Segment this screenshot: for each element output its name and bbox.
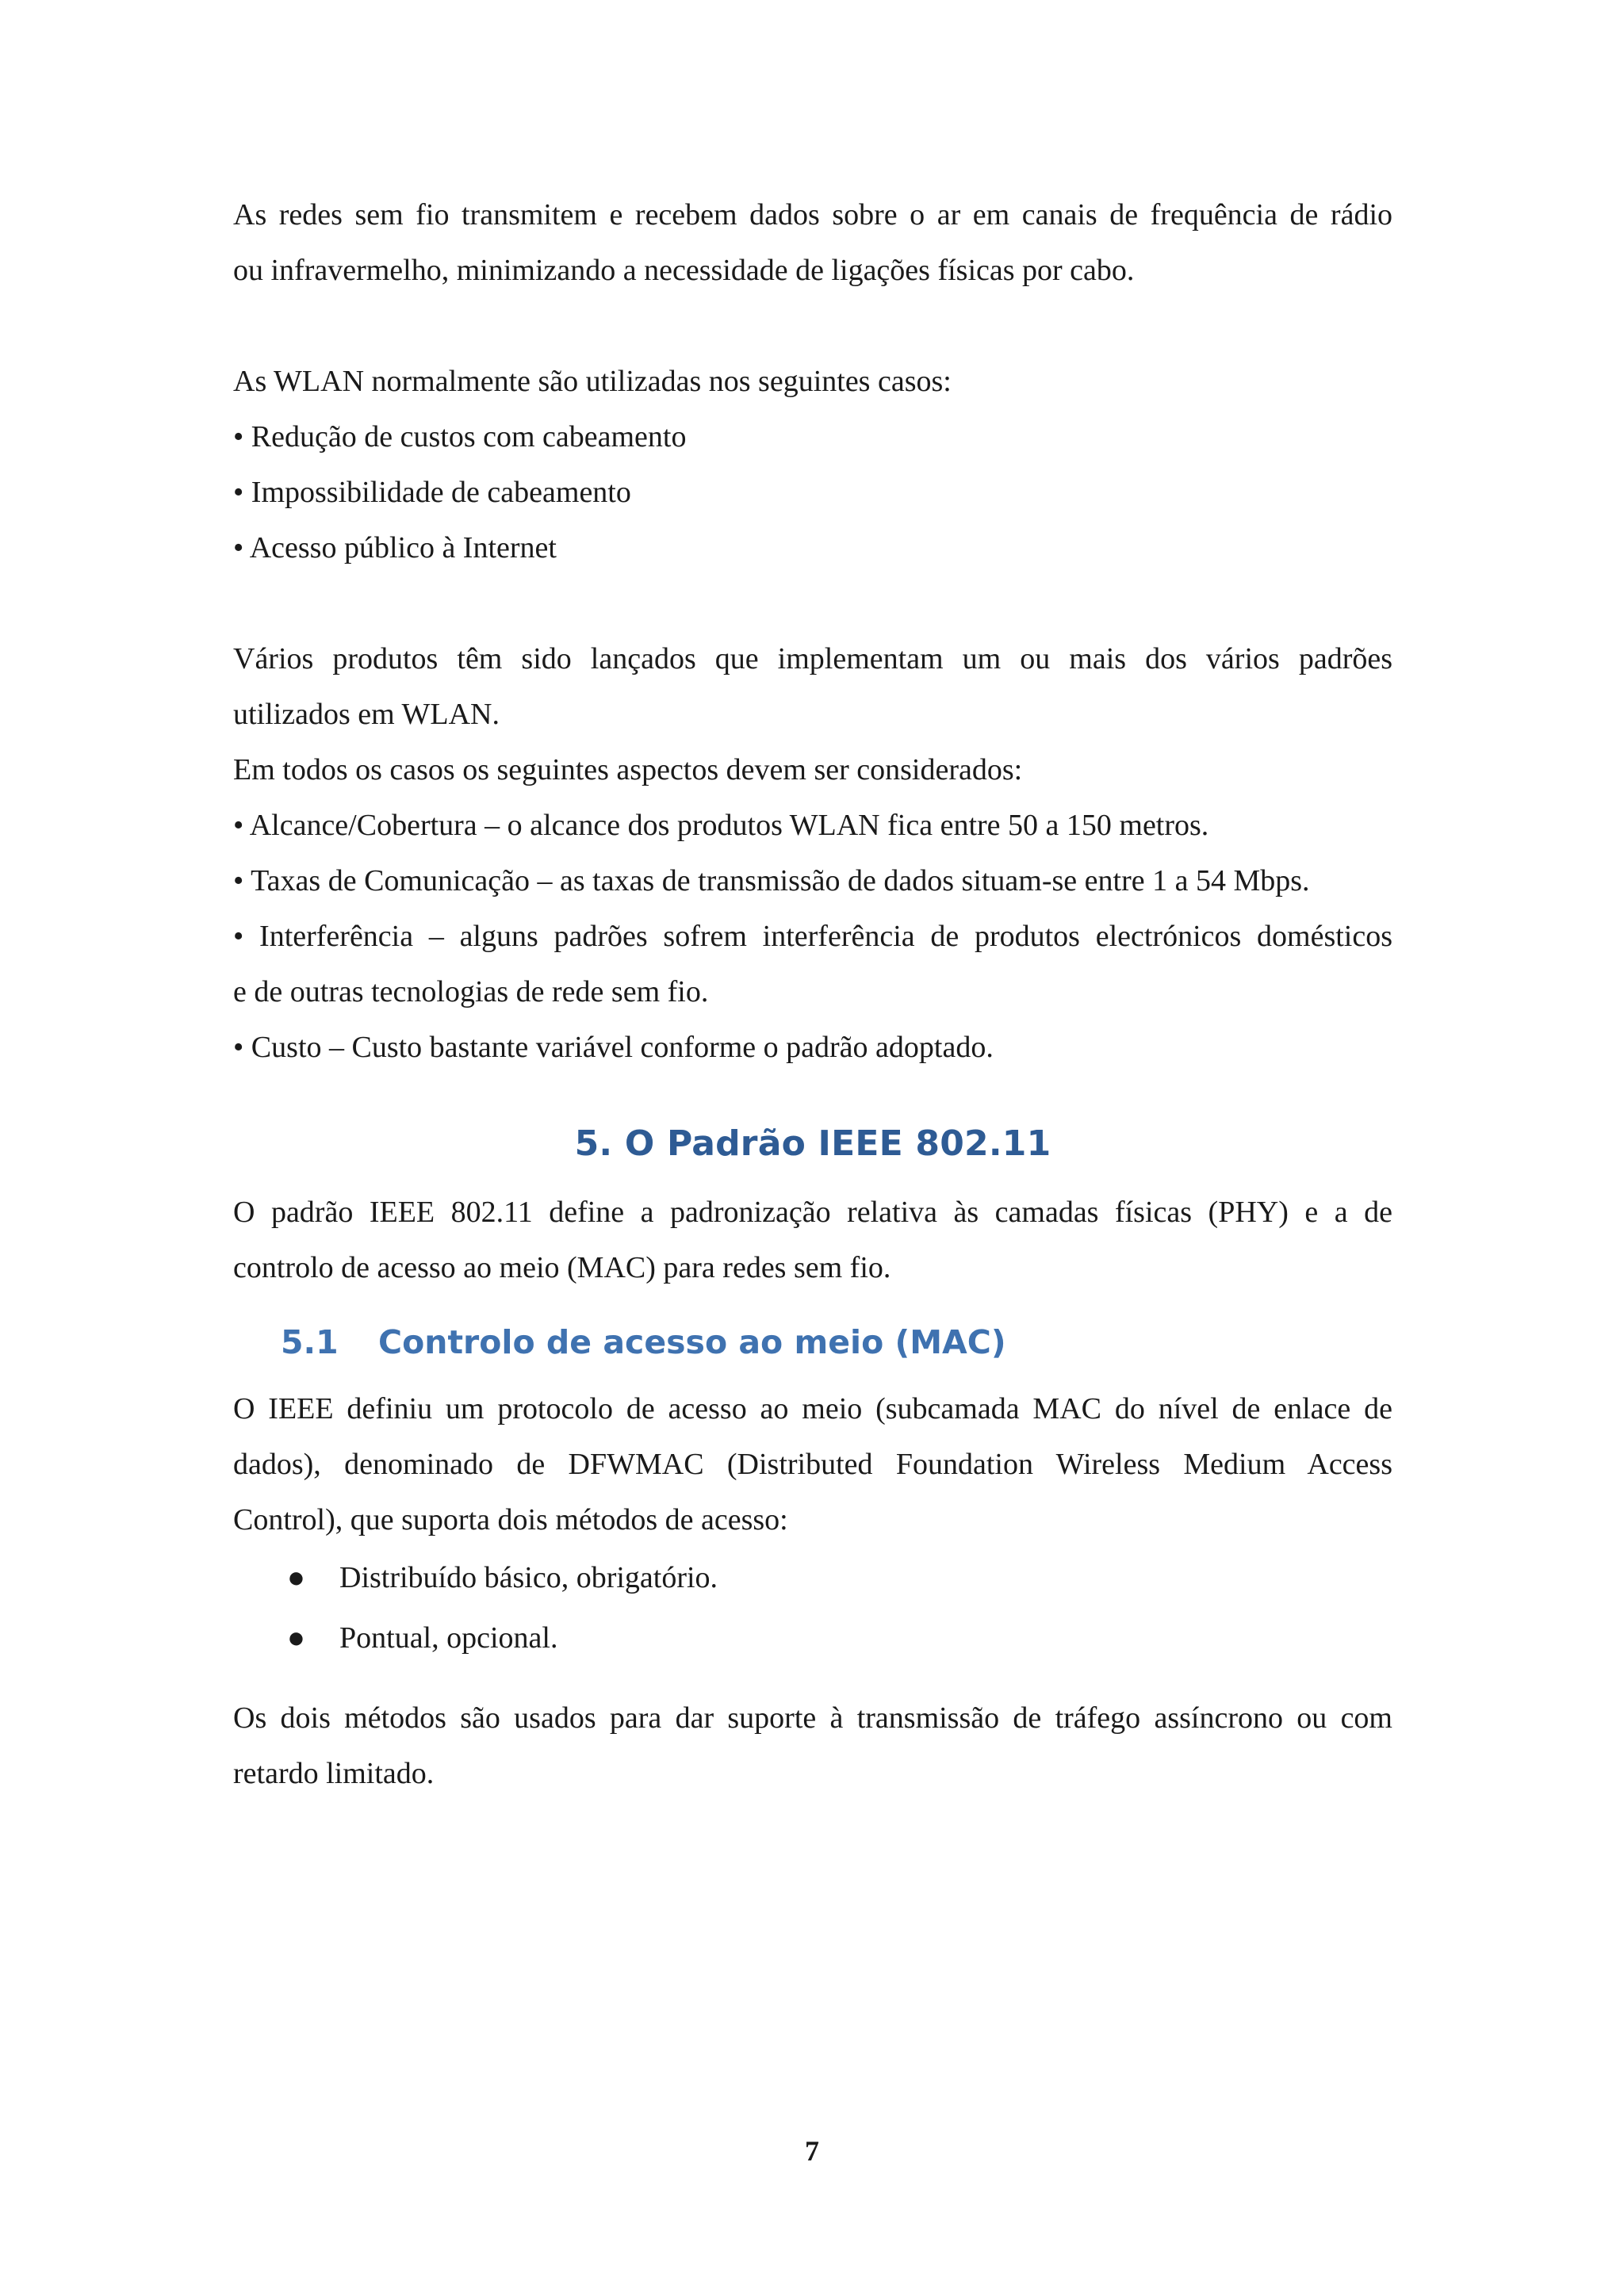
access-methods-list — [233, 1548, 1392, 1668]
aspect-item-interference: • Interferência – alguns padrões sofrem interferência de produtos electrónicos domésticos — [233, 920, 1392, 953]
aspect-item-interference-cont: e de outras tecnologias de rede sem fio. — [233, 975, 709, 1008]
wlan-use-item: • Acesso público à Internet — [233, 531, 557, 564]
section-5-1-line-3: Control), que suporta dois métodos de acesso: — [233, 1503, 788, 1536]
products-line-1: Vários produtos têm sido lançados que implementam um ou mais dos vários padrões — [233, 642, 1392, 675]
wlan-use-item: • Redução de custos com cabeamento — [233, 420, 687, 453]
section-5-1-number: 5.1 — [281, 1323, 339, 1361]
spacer — [233, 298, 1392, 354]
bullet-icon: ● — [287, 1621, 305, 1655]
section-5-1-line-1: O IEEE definiu um protocolo de acesso ao meio (subcamada MAC do nível de enlace de — [233, 1392, 1392, 1425]
spacer — [233, 1075, 1392, 1116]
list-item-text: Pontual, opcional. — [339, 1621, 558, 1655]
section-5-1-line-2: dados), denominado de DFWMAC (Distributed Foundation Wireless Medium Access — [233, 1448, 1392, 1481]
aspect-item: • Taxas de Comunicação – as taxas de transmissão de dados situam-se entre 1 a 54 Mbps. — [233, 864, 1310, 897]
section-5-heading: 5. O Padrão IEEE 802.11 — [574, 1123, 1051, 1164]
list-item — [233, 1548, 1392, 1608]
intro-line-2: ou infravermelho, minimizando a necessidade de ligações físicas por cabo. — [233, 254, 1135, 287]
section-5-1-title: Controlo de acesso ao meio (MAC) — [378, 1323, 1006, 1361]
section-5-1-heading — [281, 1314, 1392, 1370]
aspect-item: • Alcance/Cobertura – o alcance dos produtos WLAN fica entre 50 a 150 metros. — [233, 809, 1209, 842]
spacer — [233, 1668, 1392, 1690]
page-number: 7 — [805, 2135, 819, 2167]
intro-line-1: As redes sem fio transmitem e recebem dados sobre o ar em canais de frequência de rádio — [233, 198, 1392, 232]
spacer — [233, 1370, 1392, 1381]
bullet-icon: ● — [287, 1561, 305, 1594]
section-5-line-2: controlo de acesso ao meio (MAC) para redes sem fio. — [233, 1251, 891, 1284]
section-5-line-1: O padrão IEEE 802.11 define a padronização relativa às camadas físicas (PHY) e a de — [233, 1196, 1392, 1229]
spacer — [233, 1295, 1392, 1314]
list-item-text: Distribuído básico, obrigatório. — [339, 1561, 718, 1594]
closing-line-2: retardo limitado. — [233, 1757, 435, 1790]
spacer — [233, 1172, 1392, 1184]
aspect-item-cost: • Custo – Custo bastante variável conforme o padrão adoptado. — [233, 1031, 994, 1064]
wlan-use-item: • Impossibilidade de cabeamento — [233, 476, 631, 509]
products-line-3: Em todos os casos os seguintes aspectos devem ser considerados: — [233, 753, 1023, 786]
wlan-uses-lead: As WLAN normalmente são utilizadas nos seguintes casos: — [233, 365, 952, 398]
page-content — [233, 187, 1392, 1801]
products-line-2: utilizados em WLAN. — [233, 698, 500, 731]
spacer — [233, 576, 1392, 631]
closing-line-1: Os dois métodos são usados para dar suporte à transmissão de tráfego assíncrono ou com — [233, 1701, 1392, 1735]
list-item — [233, 1608, 1392, 1668]
